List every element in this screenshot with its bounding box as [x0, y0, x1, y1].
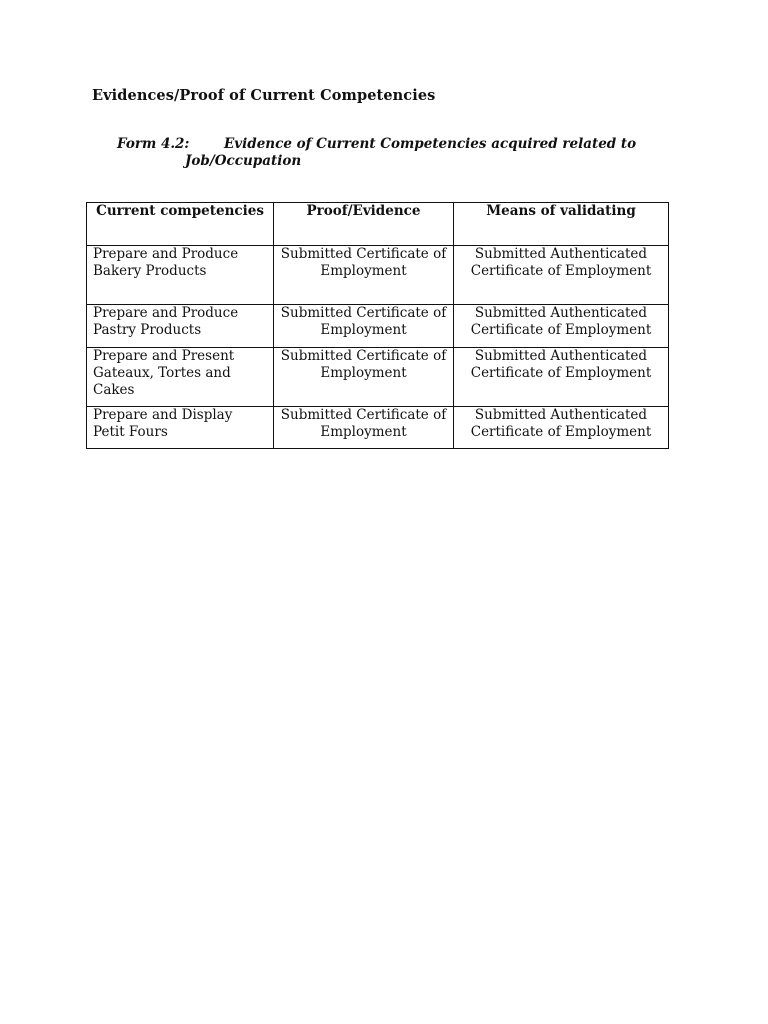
cell-proof: Submitted Certificate of Employment: [274, 246, 454, 305]
cell-validation: Submitted Authenticated Certificate of Employment: [454, 305, 669, 348]
form-title-line1: Evidence of Current Competencies acquired related to: [224, 136, 637, 152]
evidence-table: [86, 202, 669, 449]
cell-proof: Submitted Certificate of Employment: [274, 407, 454, 449]
cell-competency: Prepare and Produce Pastry Products: [87, 305, 274, 348]
cell-competency: Prepare and Produce Bakery Products: [87, 246, 274, 305]
form-number: Form 4.2:: [117, 136, 190, 152]
header-current-competencies: Current competencies: [87, 203, 274, 246]
table-row: [87, 407, 669, 449]
section-heading: Evidences/Proof of Current Competencies: [92, 87, 436, 104]
header-means-of-validating: Means of validating: [454, 203, 669, 246]
cell-validation: Submitted Authenticated Certificate of Employment: [454, 246, 669, 305]
cell-validation: Submitted Authenticated Certificate of Employment: [454, 348, 669, 407]
table-row: [87, 348, 669, 407]
table-row: [87, 246, 669, 305]
form-caption: [117, 136, 677, 170]
cell-competency: Prepare and Display Petit Fours: [87, 407, 274, 449]
table-header-row: [87, 203, 669, 246]
cell-proof: Submitted Certificate of Employment: [274, 305, 454, 348]
cell-competency: Prepare and Present Gateaux, Tortes and Cakes: [87, 348, 274, 407]
cell-validation: Submitted Authenticated Certificate of Employment: [454, 407, 669, 449]
cell-proof: Submitted Certificate of Employment: [274, 348, 454, 407]
header-proof-evidence: Proof/Evidence: [274, 203, 454, 246]
table-row: [87, 305, 669, 348]
form-title-line2: Job/Occupation: [185, 153, 302, 169]
